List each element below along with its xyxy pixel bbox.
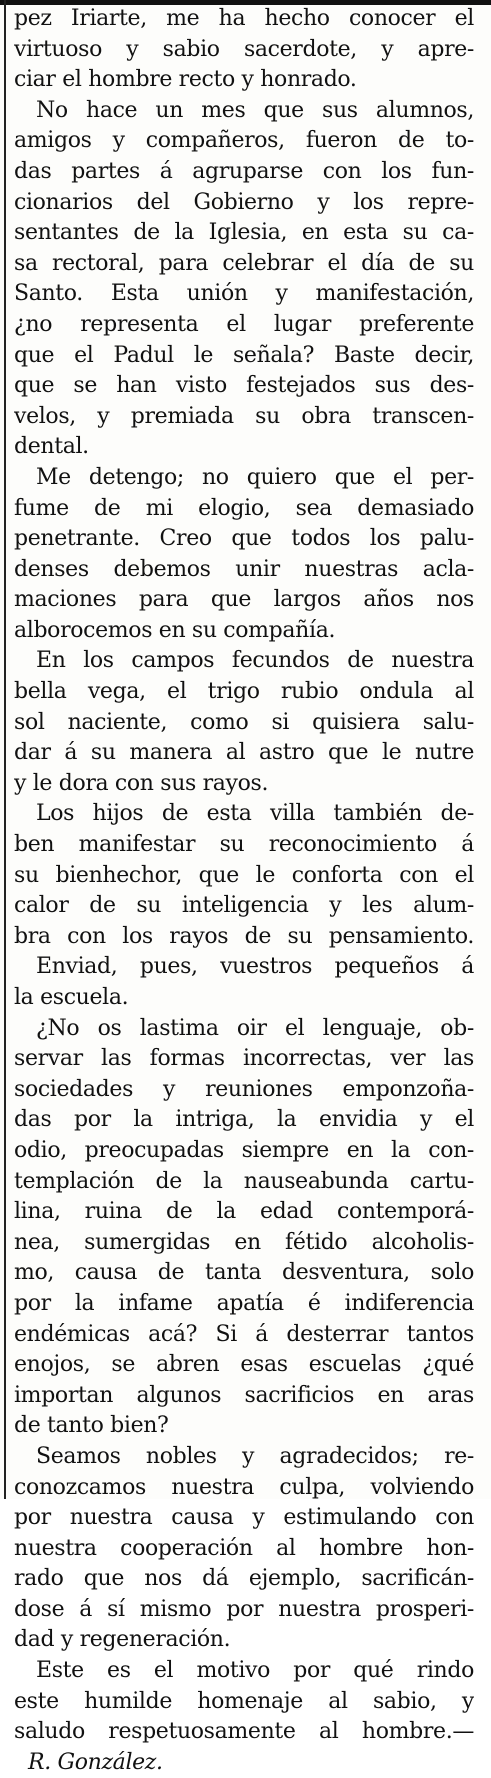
text-line: dental. <box>14 434 89 460</box>
article-lines <box>14 4 474 1748</box>
text-line: importan algunos sacrificios en aras <box>14 1382 474 1408</box>
signature: R. González. <box>28 1749 163 1775</box>
text-line: ¿No os lastima oir el lenguaje, ob- <box>36 1015 474 1041</box>
text-line: alborocemos en su compañía. <box>14 617 336 643</box>
column-rule <box>4 0 6 1499</box>
text-line: dad y regeneración. <box>14 1627 231 1653</box>
text-line: rado que nos dá ejemplo, sacrificán- <box>14 1566 474 1592</box>
text-line: virtuoso y sabio sacerdote, y apre- <box>14 36 474 62</box>
text-line: ¿no representa el lugar preferente <box>14 311 474 337</box>
text-line: endémicas acá? Si á desterrar tantos <box>14 1321 474 1347</box>
text-line: sociedades y reuniones emponzoña- <box>14 1076 474 1102</box>
text-line: dar á su manera al astro que le nutre <box>14 740 474 766</box>
text-line: que el Padul le señala? Baste decir, <box>14 342 474 368</box>
text-line: Me detengo; no quiero que el per- <box>36 464 474 490</box>
text-line: penetrante. Creo que todos los palu- <box>14 526 474 552</box>
text-line: ben manifestar su reconocimiento á <box>14 832 474 858</box>
text-line: enojos, se abren esas escuelas ¿qué <box>14 1352 474 1378</box>
text-line: bella vega, el trigo rubio ondula al <box>14 679 474 705</box>
text-line: sol naciente, como si quisiera salu- <box>14 709 474 735</box>
text-line: velos, y premiada su obra transcen- <box>14 403 474 429</box>
text-line: nea, sumergidas en fétido alcoholis- <box>14 1229 474 1255</box>
text-line: por la infame apatía é indiferencia <box>14 1290 474 1316</box>
text-line: conozcamos nuestra culpa, volviendo <box>14 1474 474 1500</box>
text-line: calor de su inteligencia y les alum- <box>14 893 474 919</box>
text-line: nuestra cooperación al hombre hon- <box>14 1535 474 1561</box>
text-line: maciones para que largos años nos <box>14 587 474 613</box>
text-line: bra con los rayos de su pensamiento. <box>14 923 474 949</box>
text-line: dose á sí mismo por nuestra prosperi- <box>14 1596 474 1622</box>
text-line: En los campos fecundos de nuestra <box>36 648 474 674</box>
text-line: Los hijos de esta villa también de- <box>36 801 474 827</box>
text-line: Este es el motivo por qué rindo <box>36 1658 474 1684</box>
text-line: das por la intriga, la envidia y el <box>14 1107 474 1133</box>
text-line: por nuestra causa y estimulando con <box>14 1505 474 1531</box>
text-line: fume de mi elogio, sea demasiado <box>14 495 474 521</box>
text-line: de tanto bien? <box>14 1413 169 1439</box>
text-line: Santo. Esta unión y manifestación, <box>14 281 474 307</box>
text-line: la escuela. <box>14 985 129 1010</box>
text-line: que se han visto festejados sus des- <box>14 373 474 399</box>
text-line: cionarios del Gobierno y los repre- <box>14 189 474 215</box>
text-line: pez Iriarte, me ha hecho conocer el <box>14 6 474 31</box>
text-line: Enviad, pues, vuestros pequeños á <box>36 954 474 980</box>
text-line: lina, ruina de la edad contemporá- <box>14 1199 474 1225</box>
text-line: No hace un mes que sus alumnos, <box>36 97 474 123</box>
text-line: mo, causa de tanta desventura, solo <box>14 1260 474 1286</box>
text-line: y le dora con sus rayos. <box>14 770 269 796</box>
text-line: Seamos nobles y agradecidos; re- <box>36 1443 474 1469</box>
text-line: saludo respetuosamente al hombre.— <box>14 1719 474 1745</box>
text-line: sentantes de la Iglesia, en esta su ca- <box>14 220 474 246</box>
text-line: sa rectoral, para celebrar el día de su <box>14 250 474 276</box>
article-body <box>14 4 474 1778</box>
text-line: ciar el hombre recto y honrado. <box>14 67 357 93</box>
text-line: este humilde homenaje al sabio, y <box>14 1688 474 1714</box>
text-line: servar las formas incorrectas, ver las <box>14 1046 474 1072</box>
text-line: denses debemos unir nuestras acla- <box>14 556 474 582</box>
text-line: su bienhechor, que le conforta con el <box>14 862 474 888</box>
text-line: amigos y compañeros, fueron de to- <box>14 128 474 154</box>
text-line: odio, preocupadas siempre en la con- <box>14 1137 474 1163</box>
text-line: das partes á agruparse con los fun- <box>14 158 474 184</box>
text-line: templación de la nauseabunda cartu- <box>14 1168 474 1194</box>
